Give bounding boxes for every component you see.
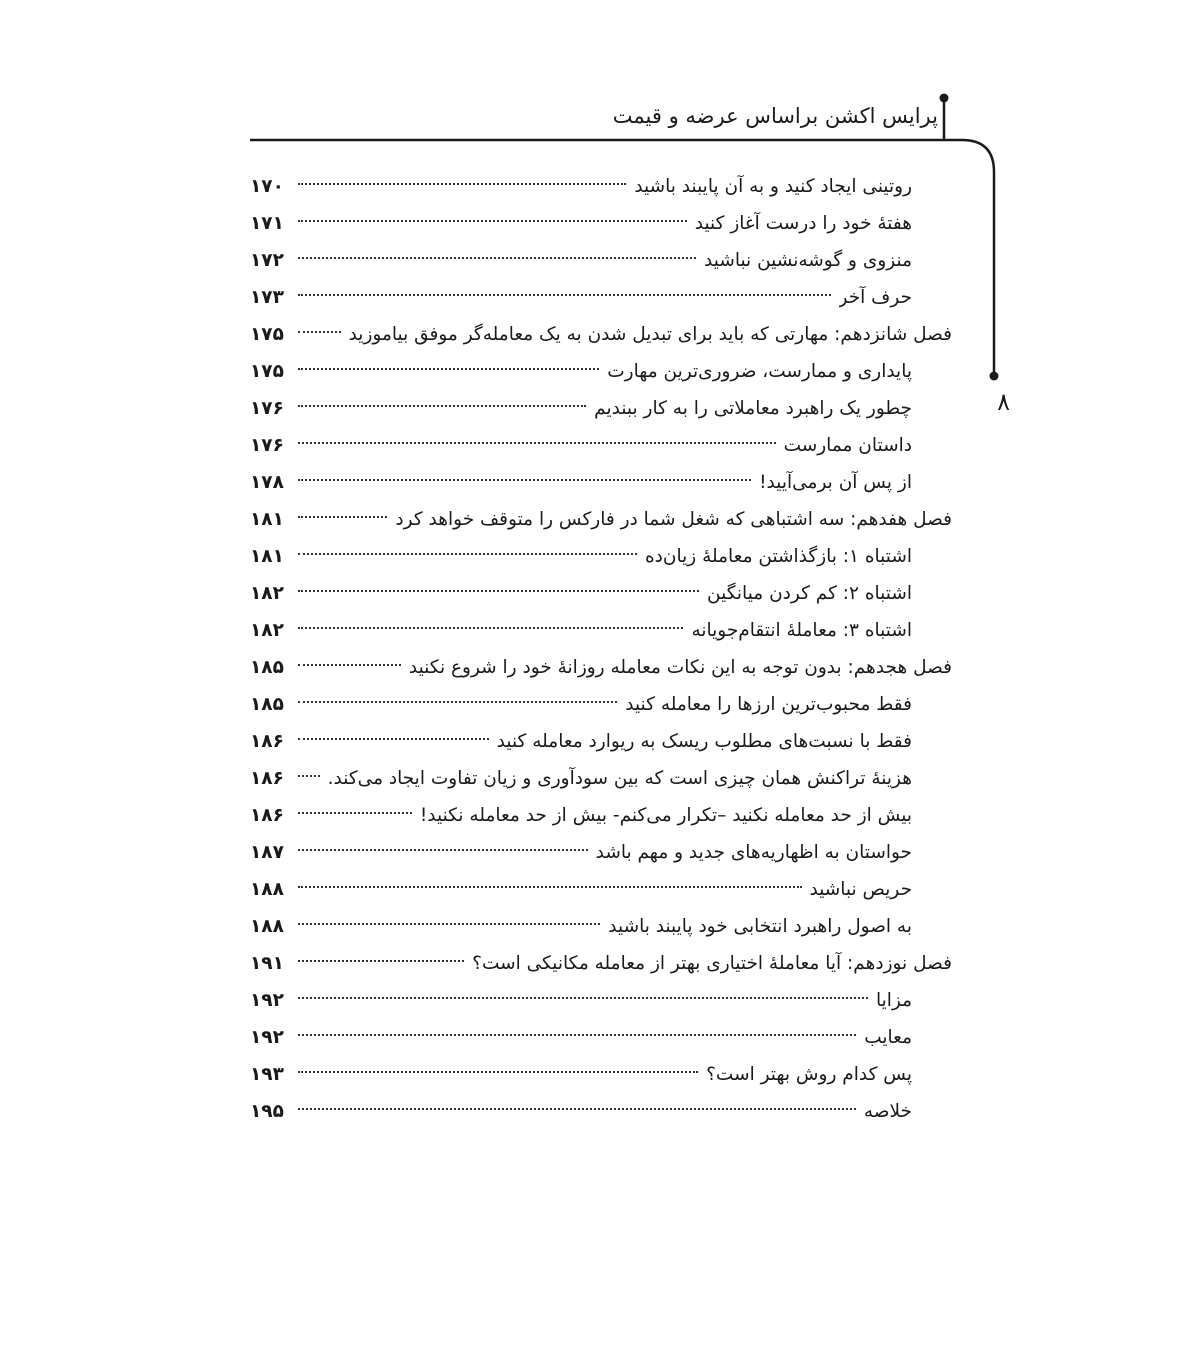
toc-page-number: ۱۹۲ (250, 1027, 284, 1048)
toc-entry-row (250, 242, 952, 279)
toc-chapter-row (250, 316, 952, 353)
dot-leader (298, 590, 699, 592)
toc-title: فصل شانزدهم: مهارتی که باید برای تبدیل شدن به یک معامله‌گر موفق بیاموزید (348, 324, 952, 345)
page-number: ۸ (997, 388, 1010, 416)
toc-entry-row (250, 279, 952, 316)
toc-entry-row (250, 464, 952, 501)
dot-leader (298, 1071, 698, 1073)
dot-leader (298, 183, 626, 185)
toc-entry-row (250, 168, 952, 205)
dot-leader (298, 738, 489, 740)
toc-title: فصل هفدهم: سه اشتباهی که شغل شما در فارکس را متوقف خواهد کرد (395, 509, 952, 530)
toc-chapter-row (250, 945, 952, 982)
running-title: پرایس اکشن براساس عرضه و قیمت (612, 104, 938, 128)
toc-page-number: ۱۸۶ (250, 805, 284, 826)
dot-leader (298, 960, 464, 962)
table-of-contents (250, 168, 952, 1130)
toc-title: منزوی و گوشه‌نشین نباشید (704, 250, 912, 271)
toc-page-number: ۱۷۵ (250, 361, 284, 382)
toc-entry-row (250, 205, 952, 242)
dot-leader (298, 405, 586, 407)
toc-title: اشتباه ۲: کم کردن میانگین (707, 583, 912, 604)
toc-page-number: ۱۸۱ (250, 509, 284, 530)
toc-title: به اصول راهبرد انتخابی خود پایبند باشید (608, 916, 912, 937)
toc-entry-row (250, 908, 952, 945)
dot-leader (298, 479, 751, 481)
toc-page-number: ۱۸۵ (250, 657, 284, 678)
toc-title: اشتباه ۳: معاملهٔ انتقام‌جویانه (691, 620, 912, 641)
toc-entry-row (250, 871, 952, 908)
toc-page-number: ۱۹۵ (250, 1101, 284, 1122)
toc-entry-row (250, 538, 952, 575)
toc-title: از پس آن برمی‌آیید! (759, 472, 912, 493)
toc-page-number: ۱۷۳ (250, 287, 284, 308)
toc-title: حریص نباشید (809, 879, 912, 900)
toc-entry-row (250, 353, 952, 390)
toc-entry-row (250, 1019, 952, 1056)
toc-title: فقط محبوب‌ترین ارزها را معامله کنید (625, 694, 912, 715)
toc-title: چطور یک راهبرد معاملاتی را به کار ببندیم (594, 398, 912, 419)
toc-title: داستان ممارست (783, 435, 912, 456)
toc-title: فقط با نسبت‌های مطلوب ریسک به ریوارد معامله کنید (496, 731, 912, 752)
dot-leader (298, 997, 868, 999)
toc-page-number: ۱۷۸ (250, 472, 284, 493)
toc-title: هفتهٔ خود را درست آغاز کنید (694, 213, 912, 234)
toc-entry-row (250, 723, 952, 760)
toc-entry-row (250, 686, 952, 723)
toc-page-number: ۱۸۶ (250, 731, 284, 752)
toc-page-number: ۱۷۱ (250, 213, 284, 234)
toc-chapter-row (250, 649, 952, 686)
toc-title: مزایا (875, 990, 912, 1011)
toc-title: فصل نوزدهم: آیا معاملهٔ اختیاری بهتر از معامله مکانیکی است؟ (472, 953, 952, 974)
side-rule-dot (990, 372, 999, 381)
dot-leader (298, 775, 320, 777)
dot-leader (298, 516, 387, 518)
dot-leader (298, 331, 341, 333)
toc-entry-row (250, 612, 952, 649)
toc-entry-row (250, 760, 952, 797)
toc-page-number: ۱۹۱ (250, 953, 284, 974)
toc-title: حواستان به اظهاریه‌های جدید و مهم باشد (595, 842, 912, 863)
toc-entry-row (250, 982, 952, 1019)
toc-page-number: ۱۹۲ (250, 990, 284, 1011)
toc-entry-row (250, 1093, 952, 1130)
toc-title: بیش از حد معامله نکنید –تکرار می‌کنم- بیش از حد معامله نکنید! (419, 805, 912, 826)
toc-page-number: ۱۸۷ (250, 842, 284, 863)
toc-title: فصل هجدهم: بدون توجه به این نکات معامله روزانهٔ خود را شروع نکنید (408, 657, 952, 678)
toc-page-number: ۱۷۰ (250, 176, 284, 197)
toc-page-number: ۱۸۱ (250, 546, 284, 567)
toc-page-number: ۱۷۲ (250, 250, 284, 271)
toc-page-number: ۱۸۸ (250, 879, 284, 900)
toc-entry-row (250, 390, 952, 427)
toc-title: اشتباه ۱: بازگذاشتن معاملهٔ زیان‌ده (644, 546, 912, 567)
toc-title: هزینهٔ تراکنش همان چیزی است که بین سودآوری و زیان تفاوت ایجاد می‌کند. (327, 768, 912, 789)
dot-leader (298, 664, 401, 666)
dot-leader (298, 294, 831, 296)
toc-title: معایب (864, 1027, 912, 1048)
toc-chapter-row (250, 501, 952, 538)
toc-title: پایداری و ممارست، ضروری‌ترین مهارت (607, 361, 912, 382)
dot-leader (298, 257, 696, 259)
dot-leader (298, 220, 687, 222)
dot-leader (298, 849, 588, 851)
dot-leader (298, 812, 412, 814)
toc-page-number: ۱۷۶ (250, 398, 284, 419)
toc-page-number: ۱۷۶ (250, 435, 284, 456)
dot-leader (298, 886, 802, 888)
toc-page-number: ۱۸۲ (250, 583, 284, 604)
toc-entry-row (250, 797, 952, 834)
dot-leader (298, 701, 617, 703)
toc-title: پس کدام روش بهتر است؟ (706, 1064, 912, 1085)
dot-leader (298, 368, 599, 370)
toc-page-number: ۱۸۲ (250, 620, 284, 641)
toc-entry-row (250, 1056, 952, 1093)
toc-page-number: ۱۸۸ (250, 916, 284, 937)
toc-title: خلاصه (863, 1101, 912, 1122)
dot-leader (298, 1108, 856, 1110)
dot-leader (298, 627, 683, 629)
toc-title: روتینی ایجاد کنید و به آن پایبند باشید (634, 176, 912, 197)
toc-page-number: ۱۹۳ (250, 1064, 284, 1085)
dot-leader (298, 923, 600, 925)
header-rule-dot (940, 94, 949, 103)
toc-page-number: ۱۸۵ (250, 694, 284, 715)
toc-title: حرف آخر (838, 287, 912, 308)
toc-entry-row (250, 834, 952, 871)
dot-leader (298, 442, 776, 444)
toc-page-number: ۱۷۵ (250, 324, 284, 345)
dot-leader (298, 1034, 856, 1036)
toc-page-number: ۱۸۶ (250, 768, 284, 789)
toc-entry-row (250, 575, 952, 612)
dot-leader (298, 553, 637, 555)
toc-entry-row (250, 427, 952, 464)
